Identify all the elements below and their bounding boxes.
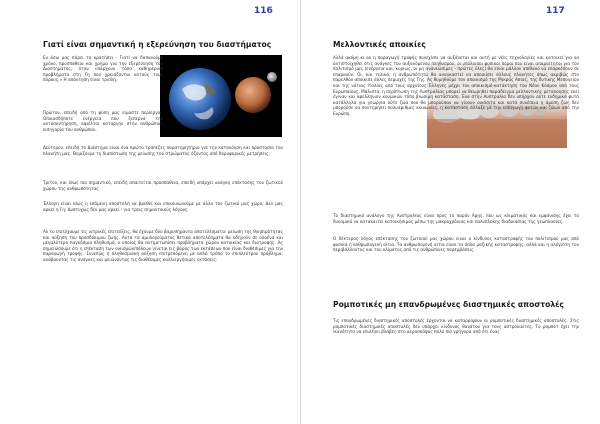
mars-graphic: [235, 77, 271, 113]
paragraph: Πρώτον, επειδή από τη φύση μας είμαστε περίεργοι. Οποιοσδήποτε ενέργεια που ξεπερνά την αυτοσυντήρηση, αφιέλτοι καταργήν στην ανθρώπινη εισηγορία του ανθρώπου.: [43, 110, 163, 132]
paragraph: Εν όσω μας πάρει το κρατήσει - Γιατί να δαπανούμε χρόνο, προσπάθεια και χρήμα για την εξερεύνηση του Διαστήματος, όταν υπάρχουν τόσα καθημερινά προβλήματα στη Γη που χρειάζονται αυτούς τους πόρους;» Η απάντηση είναι τριπλή.: [43, 55, 163, 83]
moon-graphic: [267, 72, 277, 82]
paragraph: Το διαστημικό ανάλογο της Αυστραλίας είναι προς το παρόν Άρης, που ως κλιματικός και εμφάνισης έχει το δυναμικό να κατακαιτεί κατοικήσιμος μέσω της μακροχρόνιας και πολυπλοκης διαδικασίας της γεωπλασίας.: [333, 213, 579, 224]
page-number: 116: [254, 6, 273, 16]
section-heading: Ρομποτικές μη επανδρωμένες διαστημικές αποστολές: [333, 300, 564, 309]
paragraph: Έλλογη είναι ίσως η επόμενη αποστολή να βρεθεί και επικοινωνούμε με άλλο τον ζωτικό μας χώρο; Δεν μας αρκεί η Γη; Δυστυχώς δεν μας αρκεί - για τρεις σημαντικούς λόγους.: [43, 201, 283, 212]
paragraph: Τις επανδρωμένες διαστημικές αποστολές έρχονται να καταρρίψουν οι ρομποτικές διαστημικές αποστολές. Στις ρομποτικές διαστημικές αποστολές δεν υπάρχει κίνδυνος θανάτου για τους αστροναύτες. Το ρομπότ έχει την ικανότητα να επιλέγει βλάβες στο αεροσκάφος πολύ πιο γρήγορα από ότι ένας: [333, 318, 579, 335]
right-page: [300, 0, 600, 424]
planets-image: [160, 55, 282, 137]
paragraph: Δεύτερον, επειδή το Διάστημα είναι ένα πρώτο τράπεζες παρατηρητήριο για την κατανόηση και προστασία του πλανήτη μας. Θυμίζουμε τη διαπίστωση της μείωσης του στρώματος όζοντος από δορυφορικές μετρήσεις.: [43, 145, 283, 156]
paragraph: Αν το επιτύχουμε τις ιατρικές επιτεύξεις, θα έχουμε δύο βαρυσήμαντα αποτελέσματα: μείωση της θνησιμότητας και αύξηση του προσδόκιμου ζωής. Αυτά τα αμυλογεύματος θετικά αποτελέσματα θα οδηγούν σε ολοένα και μεγαλύτερο παγκόσμιο πληθυσμό, ο οποίος θα αντιμετωπίσει προβλήματα χώρου κατοικίας και διατροφής. Ας σημειώσουμε ότι η επέκταση των οικισμών/πόλεων γίνεται εις βάρος των εκτάσεων που είναι διαθέσιμες για την παραγωγή τροφής. Συνεπώς η πληθυσμιακή αύξηση επιτρεπόμενη με απλό τρόπο το επιπλεύτρου πρόβλημα: ανάβουντας τις ανάγκες και μειώνοντας τις διαθέσιμες καλλιεργήσιμες εκτάσεις.: [43, 229, 283, 262]
paragraph: Τρίτον, και ίσως πιο σημαντικό, επειδή απαιτείται προσπάθεια, επειδή υπάρχει ανάγκη επέκτασης του ζωτικού χώρου της ανθρωπότητας.: [43, 180, 283, 191]
paragraph: Αλλά ακόμη κι αν η παραγωγή τροφής συνεχίσει να αυξάνεται και αυτή με νέες τεχνολογίες και κατοικεί για να αντιστοιχηθεί στις ανάγκες του αυξανόμενου πληθυσμού, οι υπόλοιποι φυσικοί πόροι που είναι απαραίτητοι για τον πολιτισμό μας (ενέργεια και, κυρίως, οι μη ανανεώσιμες - πρώτες ύλες) θα είναι μάλλον απίθανο να επαρκέσουν σε επαρκούν. Οι, και τελικά, η ανθρωπότητα θα αναγκαστεί να αποικίσει άλλους πλανήτες όπως ακριβώς στο παρελθόν αποίκισε άλλες περιοχές της Γης. Ας θυμηθούμε τον αποικισμό της Μικράς Ασίας, της δυτικής Μεσογείου και της νότιας Ιταλίας από τους αρχαίους Έλληνες μέχρι τον αποικισμό-κατάκτηση του Νέου Κόσμου από τους Ευρωπαίους, Μάλιστα, η περίπτωση της Αυστραλίας μπορεί να θεωρηθεί παράδειγμα μελλοντικής μετανοησης εκεί έγιναν και αφελλήνιον κουμικών τόπο βιωσιμη κατάσταση. Ένα στην Αυστραλία δεν υπήρχαν ούτε ενδημικά φυτά κατάλληλα για γεωργία ούτε ζώα που θα μπορούσαν να γίνουν οικόσιτα και κατά συνέπεια η άμεση ζωή δεν μπορούσε να συντηρήσει πολυάριθμες κοινωνίες, η κατάσταση άλλαξε με την εισαγωγή φυτών και ζώων από την Ευρώπη.: [333, 55, 579, 116]
section-heading: Γιατί είναι σημαντική η εξερεύνηση του διαστήματος: [43, 40, 272, 49]
paragraph: Ο δέκτερος λόγος επέκτασης του ζωτικού μας χώρου είναι ο κίνδυνος καταστροφής του πολιτισμού μας από φυσικά ή ανθρωπογενή αίτια. Τα ανθρωπογενή αίτια είναι τα όπλα μαζικής καταστροφής, αλλά και η αλόγιστη του περιβάλλοντος και του κλίματος από τις ανθρώπινες παρεμβάσεις.: [333, 236, 579, 253]
page-number: 117: [546, 6, 565, 16]
section-heading: Μελλοντικές αποικίες: [333, 40, 426, 49]
